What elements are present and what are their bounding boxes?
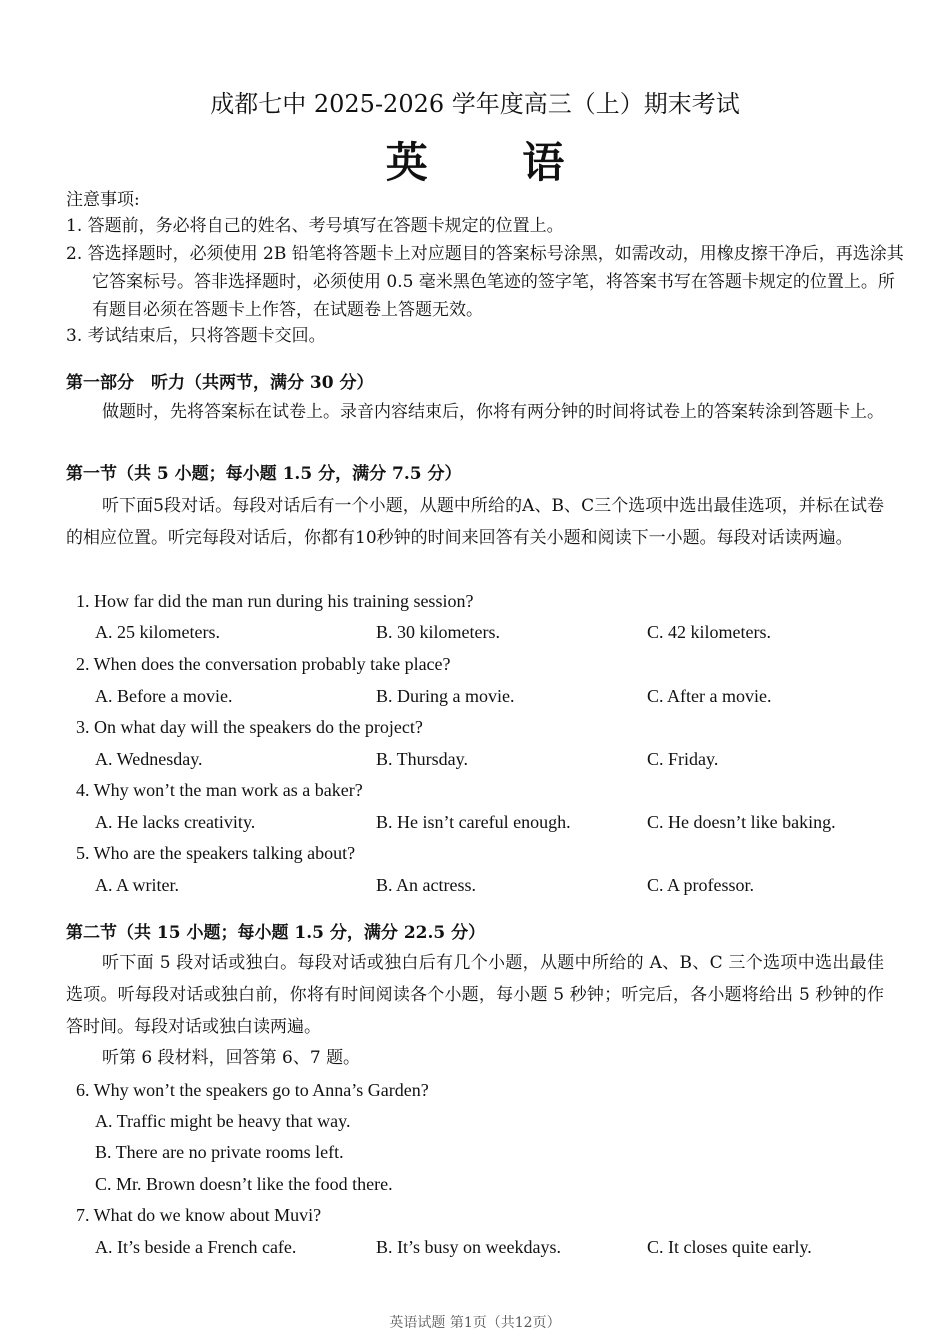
section2-heading	[66, 919, 485, 947]
section2-heading-text: 第二节（共 15 小题；每小题 1.5 分，满分 22.5 分）	[66, 923, 486, 943]
question-5-option-b: B. An actress.	[376, 875, 476, 895]
part1-intro: 做题时，先将答案标在试卷上。录音内容结束后，你将有两分钟的时间将试卷上的答案转涂到答题卡上。	[102, 402, 884, 422]
question-5-stem: 5. Who are the speakers talking about?	[76, 843, 356, 863]
notice-item-2: 2. 答选择题时，必须使用 2B 铅笔将答题卡上对应题目的答案标号涂黑，如需改动，用橡皮擦干净后，再选涂其它答案标号。答非选择题时，必须使用 0.5 毫米黑色笔迹的签字笔，将答案书写在答题卡规定的位置上。所有题目必须在答题卡上作答，在试题卷上答题无效。	[66, 244, 904, 320]
question-6-option-a: A. Traffic might be heavy that way.	[95, 1111, 351, 1131]
question-7-option-c: C. It closes quite early.	[647, 1237, 812, 1257]
section1-intro: 听下面5段对话。每段对话后有一个小题，从题中所给的A、B、C三个选项中选出最佳选项，并标在试卷的相应位置。听完每段对话后，你都有10秒钟的时间来回答有关小题和阅读下一小题。每段对话读两遍。	[66, 496, 884, 548]
question-5-option-c: C. A professor.	[647, 875, 755, 895]
question-1-option-c: C. 42 kilometers.	[647, 622, 771, 642]
section1-heading-text: 第一节（共 5 小题；每小题 1.5 分，满分 7.5 分）	[66, 464, 462, 484]
question-7-option-b: B. It’s busy on weekdays.	[376, 1237, 561, 1257]
section2-intro: 听下面 5 段对话或独白。每段对话或独白后有几个小题，从题中所给的 A、B、C 三个选项中选出最佳选项。听每段对话或独白前，你将有时间阅读各个小题，每小题 5 秒钟；听完后，各小题将给出 5 秒钟的作答时间。每段对话或独白读两遍。	[66, 953, 884, 1037]
question-4-option-b: B. He isn’t careful enough.	[376, 812, 571, 832]
notice-item-1: 1. 答题前，务必将自己的姓名、考号填写在答题卡规定的位置上。	[66, 216, 564, 236]
page-footer: 英语试题 第1页（共12页）	[389, 1315, 561, 1331]
question-3-option-a: A. Wednesday.	[95, 749, 203, 769]
subject-title: 英 语	[385, 138, 605, 187]
question-3-stem: 3. On what day will the speakers do the project?	[76, 717, 423, 737]
question-2-option-b: B. During a movie.	[376, 686, 515, 706]
question-6-stem: 6. Why won’t the speakers go to Anna’s Garden?	[76, 1080, 429, 1100]
question-4-stem: 4. Why won’t the man work as a baker?	[76, 780, 363, 800]
section1-heading	[66, 460, 462, 488]
part1-heading: 第一部分 听力（共两节，满分 30 分）	[66, 373, 374, 393]
question-7-option-a: A. It’s beside a French cafe.	[95, 1237, 297, 1257]
question-3-option-c: C. Friday.	[647, 749, 719, 769]
question-2-stem: 2. When does the conversation probably take place?	[76, 654, 451, 674]
question-5-option-a: A. A writer.	[95, 875, 179, 895]
question-2-option-a: A. Before a movie.	[95, 686, 233, 706]
question-1-option-b: B. 30 kilometers.	[376, 622, 500, 642]
question-6-option-b: B. There are no private rooms left.	[95, 1142, 344, 1162]
question-3-option-b: B. Thursday.	[376, 749, 468, 769]
notice-item-3: 3. 考试结束后，只将答题卡交回。	[66, 326, 326, 346]
question-6-option-c: C. Mr. Brown doesn’t like the food there.	[95, 1174, 393, 1194]
question-7-stem: 7. What do we know about Muvi?	[76, 1205, 322, 1225]
question-2-option-c: C. After a movie.	[647, 686, 772, 706]
question-1-option-a: A. 25 kilometers.	[95, 622, 220, 642]
exam-title: 成都七中 2025-2026 学年度高三（上）期末考试	[210, 90, 740, 118]
question-4-option-c: C. He doesn’t like baking.	[647, 812, 836, 832]
question-4-option-a: A. He lacks creativity.	[95, 812, 256, 832]
notice-heading: 注意事项:	[66, 190, 140, 210]
question-1-stem: 1. How far did the man run during his training session?	[76, 591, 474, 611]
material-note: 听第 6 段材料，回答第 6、7 题。	[102, 1048, 361, 1068]
